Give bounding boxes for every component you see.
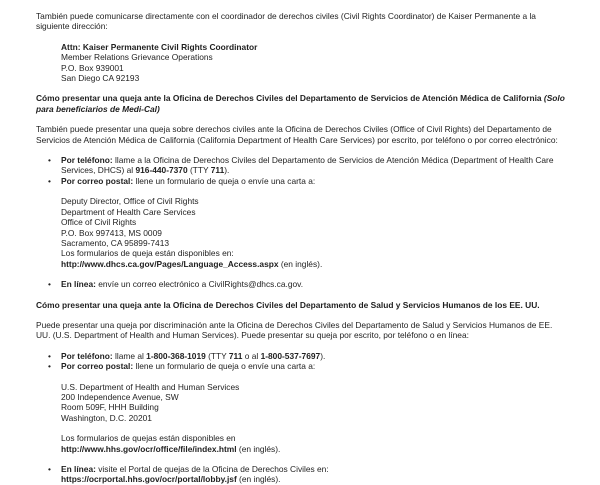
bullet-item — [36, 464, 566, 485]
text-run: Por correo postal: — [61, 361, 134, 372]
text-run: 1-800-537-7697 — [260, 350, 321, 361]
ocr-portal-url[interactable]: https://ocrportal.hhs.gov/ocr/portal/lobby.jsf — [61, 474, 237, 485]
text-run: 711 — [228, 350, 243, 361]
intro-dhcs-paragraph — [36, 124, 566, 145]
text-run: (TTY — [187, 165, 211, 176]
address-line — [61, 413, 566, 423]
address-line — [61, 73, 566, 83]
address-line — [61, 196, 566, 206]
text-run: Department of Health Care Services — [61, 206, 196, 217]
address-line — [61, 444, 566, 454]
text-run: También puede comunicarse directamente con el coordinador de derechos civiles (Civil Rights Coordinator) de Kaiser Permanente a la siguiente dirección: — [36, 11, 536, 32]
address-line — [61, 228, 566, 238]
address-line — [61, 248, 566, 258]
hhs-online-list — [36, 464, 566, 485]
text-run: Los formularios de queja están disponibles en: — [61, 248, 234, 259]
text-run: P.O. Box 939001 — [61, 62, 124, 73]
text-run: En línea: — [61, 464, 96, 474]
text-run: Sacramento, CA 95899-7413 — [61, 237, 170, 248]
text-run: U.S. Department of Health and Human Services — [61, 381, 240, 392]
text-run: . — [300, 279, 304, 290]
text-run: Por teléfono: — [61, 155, 113, 166]
dhcs-section-heading — [36, 93, 566, 114]
text-run: Washington, D.C. 20201 — [61, 412, 152, 423]
address-line — [61, 238, 566, 248]
kaiser-address — [36, 42, 566, 84]
text-run: En línea: — [61, 279, 96, 290]
hhs-contact-list — [36, 351, 566, 372]
hhs-section-heading — [36, 300, 566, 310]
text-run: Attn: Kaiser Permanente Civil Rights Coordinator — [61, 41, 258, 52]
text-run: 711 — [210, 165, 225, 176]
text-run: (en inglés). — [236, 443, 281, 454]
text-run: Cómo presentar una queja ante la Oficina de Derechos Civiles del Departamento de Servicios de Atención Médica de California — [36, 93, 544, 104]
text-run: ). — [224, 165, 230, 176]
text-run: Puede presentar una queja por discriminación ante la Oficina de Derechos Civiles del Departamento de Salud y Servicios Humanos de EE. UU. (U.S. Department of Health and Human Services). Puede presentar su queja por escrito, por teléfono o en línea: — [36, 319, 553, 341]
text-run: Deputy Director, Office of Civil Rights — [61, 196, 199, 207]
text-run: Office of Civil Rights — [61, 217, 137, 228]
address-line — [61, 259, 566, 269]
text-run: llene un formulario de queja o envíe una carta a: — [133, 175, 316, 186]
dhcs-address — [36, 196, 566, 269]
address-line — [61, 392, 566, 402]
text-run: 916-440-7370 — [135, 165, 188, 176]
text-run: o al — [242, 350, 261, 361]
dhcs-contact-list — [36, 155, 566, 186]
text-run: También puede presentar una queja sobre derechos civiles ante la Oficina de Derechos Civiles (Office of Civil Rights) del Departamento de Servicios de Atención Médica de California (California Department of Health Care Services) por escrito, por teléfono o por correo electrónico: — [36, 124, 558, 145]
address-line — [61, 52, 566, 62]
text-run: llame al — [112, 350, 147, 361]
bullet-item — [36, 361, 566, 371]
text-run: Cómo presentar una queja ante la Oficina de Derechos Civiles del Departamento de Salud y Servicios Humanos de los EE. UU. — [36, 299, 540, 310]
intro-hhs-paragraph — [36, 320, 566, 341]
text-run: Room 509F, HHH Building — [61, 402, 159, 413]
text-run: llame a la Oficina de Derechos Civiles del Departamento de Servicios de Atención Médica (Department of Health Care Services, DHCS) al — [61, 155, 554, 176]
text-run: visite el Portal de quejas de la Oficina de Derechos Civiles en: — [95, 464, 329, 474]
dhcs-online-list — [36, 279, 566, 289]
text-run: Member Relations Grievance Operations — [61, 52, 213, 63]
address-line — [61, 207, 566, 217]
text-run: Por correo postal: — [61, 175, 134, 186]
dhcs-language-access-url[interactable]: http://www.dhcs.ca.gov/Pages/Language_Access.aspx — [61, 258, 279, 269]
text-run: 200 Independence Avenue, SW — [61, 391, 179, 402]
hhs-address — [36, 382, 566, 424]
text-run: (Solo para beneficiarios de Medi-Cal) — [36, 93, 565, 114]
address-line — [61, 433, 566, 443]
text-run: envíe un correo electrónico a — [95, 279, 209, 290]
address-line — [61, 42, 566, 52]
dhcs-email[interactable]: CivilRights@dhcs.ca.gov — [208, 279, 301, 290]
bullet-item — [36, 351, 566, 361]
intro-kaiser-paragraph — [36, 11, 566, 32]
text-run: (en inglés). — [236, 474, 281, 485]
text-run: P.O. Box 997413, MS 0009 — [61, 227, 162, 238]
bullet-item — [36, 279, 566, 289]
address-line — [61, 217, 566, 227]
bullet-item — [36, 155, 566, 176]
text-run: (TTY — [205, 350, 229, 361]
address-line — [61, 63, 566, 73]
hhs-forms-note — [36, 433, 566, 454]
address-line — [61, 402, 566, 412]
bullet-item — [36, 176, 566, 186]
hhs-forms-url[interactable]: http://www.hhs.gov/ocr/office/file/index.html — [61, 443, 237, 454]
address-line — [61, 382, 566, 392]
text-run: llene un formulario de queja o envíe una carta a: — [133, 361, 316, 372]
text-run: Los formularios de quejas están disponibles en — [61, 433, 236, 444]
text-run: San Diego CA 92193 — [61, 73, 140, 84]
text-run: Por teléfono: — [61, 350, 113, 361]
text-run: ). — [320, 350, 326, 361]
text-run: 1-800-368-1019 — [146, 350, 206, 361]
text-run: (en inglés). — [278, 258, 323, 269]
